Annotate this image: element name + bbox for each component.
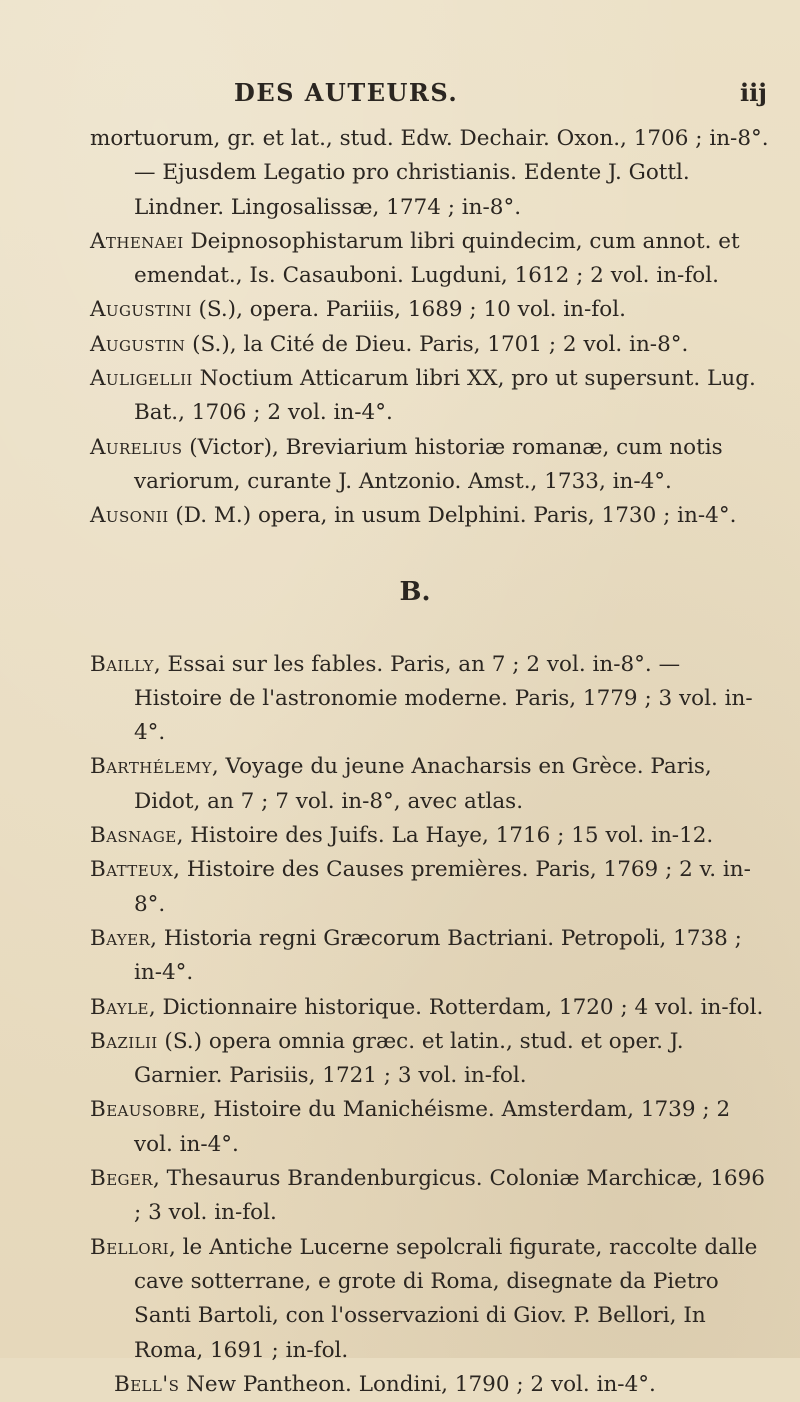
entry-details: Noctium Atticarum libri XX, pro ut supersunt. Lug. Bat., 1706 ; 2 vol. in-4°.: [134, 366, 756, 426]
entry-details: , Histoire des Causes premières. Paris, 1769 ; 2 v. in-8°.: [134, 857, 751, 917]
entry-details: , Dictionnaire historique. Rotterdam, 1720 ; 4 vol. in-fol.: [148, 994, 764, 1020]
entry-details: , Historia regni Græcorum Bactriani. Petropoli, 1738 ; in-4°.: [134, 925, 742, 986]
bibliography-entry: [114, 1368, 770, 1402]
running-title: DES AUTEURS.: [234, 78, 459, 107]
entry-details: , Histoire des Juifs. La Haye, 1716 ; 15 vol. in-12.: [176, 823, 714, 849]
bibliography-entry: [90, 819, 770, 853]
entry-author: Basnage: [90, 823, 177, 849]
entry-details: (Victor), Breviarium historiæ romanæ, cum notis variorum, curante J. Antzonio. Amst., 1733, in-4°.: [134, 434, 723, 494]
entry-details: New Pantheon. Londini, 1790 ; 2 vol. in-4°.: [179, 1371, 656, 1397]
entry-author: Bayle: [90, 994, 149, 1020]
entry-details: (S.), la Cité de Dieu. Paris, 1701 ; 2 vol. in-8°.: [185, 331, 689, 357]
entry-details: (S.), opera. Pariiis, 1689 ; 10 vol. in-fol.: [191, 297, 626, 323]
bibliography-entry: [90, 750, 770, 819]
entry-author: Bayer: [90, 925, 151, 951]
entry-author: Aurelius: [90, 434, 183, 460]
bibliography-entry: [90, 991, 770, 1025]
bibliography-entry-continuation: mortuorum, gr. et lat., stud. Edw. Dechair. Oxon., 1706 ; in-8°. — Ejusdem Legatio pro christianis. Edente J. Gottl. Lindner. Lingosalissæ, 1774 ; in-8°.: [90, 126, 769, 220]
bibliography-entry: [90, 1093, 770, 1162]
entry-author: Augustini: [90, 297, 192, 323]
bibliography-entry: [90, 293, 770, 327]
bibliography-entry: [90, 328, 770, 362]
entry-author: Bailly: [90, 651, 154, 677]
section-letter-b: B.: [399, 576, 431, 607]
bibliography-entry: [90, 648, 770, 751]
entry-author: Auligellii: [90, 366, 193, 392]
bibliography-entry: [90, 1162, 770, 1231]
bibliography-entry: [90, 225, 770, 294]
entry-author: Batteux: [90, 857, 174, 883]
entry-author: Augustin: [90, 331, 186, 357]
bibliography-entry: [90, 1025, 770, 1094]
entry-author: Ausonii: [90, 503, 169, 529]
entry-author: Barthélemy: [90, 754, 212, 780]
entry-author: Bell's: [114, 1371, 180, 1397]
entry-details: (D. M.) opera, in usum Delphini. Paris, 1730 ; in-4°.: [168, 503, 737, 529]
entry-details: , Voyage du jeune Anacharsis en Grèce. Paris, Didot, an 7 ; 7 vol. in-8°, avec atlas.: [134, 754, 712, 814]
entry-author: Bellori: [90, 1234, 169, 1260]
entry-author: Athenaei: [90, 228, 184, 254]
entry-author: Bazilii: [90, 1028, 158, 1054]
page-header: [0, 78, 800, 112]
entry-author: Beger: [90, 1166, 153, 1192]
entry-details: , le Antiche Lucerne sepolcrali figurate, raccolte dalle cave sotterrane, e grote di Roma, disegnate da Pietro Santi Bartoli, con l'osservazioni di Giov. P. Bellori, In Roma, 1691 ; in-fol.: [134, 1234, 758, 1363]
bibliography-entry: [90, 499, 770, 533]
page-number: iij: [740, 78, 767, 107]
bibliography-entry: [90, 431, 770, 500]
bibliography-entry: [90, 922, 770, 991]
entry-details: (S.) opera omnia græc. et latin., stud. et oper. J. Garnier. Parisiis, 1721 ; 3 vol. in-fol.: [134, 1028, 684, 1089]
entry-details: Deipnosophistarum libri quindecim, cum annot. et emendat., Is. Casauboni. Lugduni, 1612 ; 2 vol. in-fol.: [134, 228, 740, 289]
entry-author: Beausobre: [90, 1097, 200, 1123]
bibliography-list: [90, 122, 770, 1402]
bibliography-entry: [90, 1231, 770, 1368]
bibliography-entry: [90, 853, 770, 922]
entry-details: , Histoire du Manichéisme. Amsterdam, 1739 ; 2 vol. in-4°.: [134, 1097, 731, 1157]
entry-details: , Essai sur les fables. Paris, an 7 ; 2 vol. in-8°. — Histoire de l'astronomie moderne. Paris, 1779 ; 3 vol. in-4°.: [134, 651, 753, 746]
bibliography-entry: [90, 362, 770, 431]
entry-details: , Thesaurus Brandenburgicus. Coloniæ Marchicæ, 1696 ; 3 vol. in-fol.: [134, 1166, 765, 1226]
